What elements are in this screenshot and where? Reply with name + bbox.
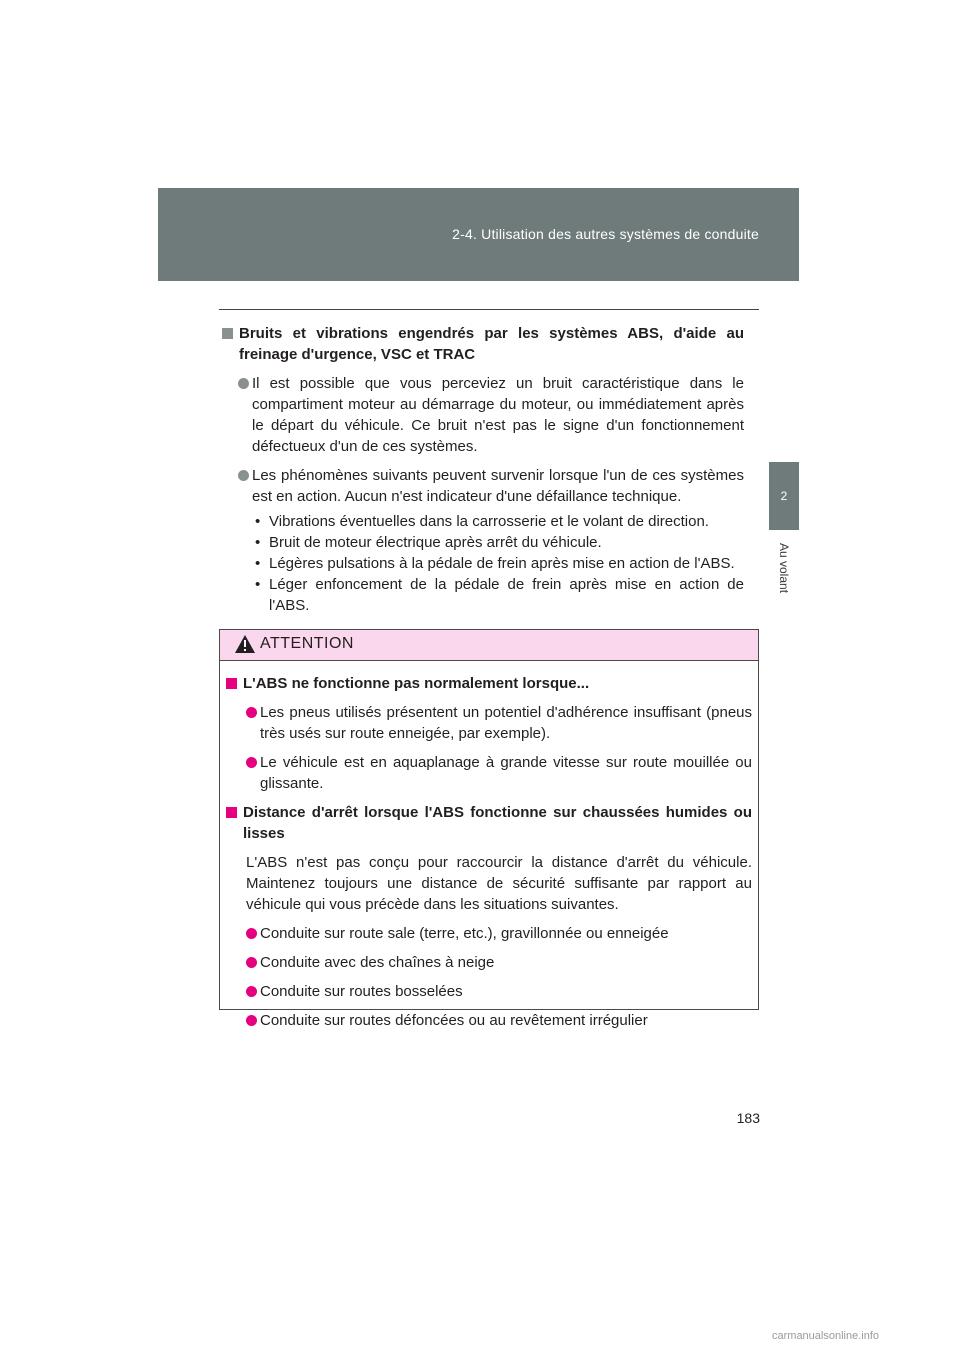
section-heading-text: Bruits et vibrations engendrés par les systèmes ABS, d'aide au freinage d'urgence, VSC et TRAC xyxy=(239,325,744,363)
sub-list-item-text: Vibrations éventuelles dans la carrosserie et le volant de direction. xyxy=(269,513,709,530)
list-item xyxy=(226,981,752,1002)
dot-marker-icon: • xyxy=(255,555,261,572)
list-item-text: Conduite sur routes défoncées ou au revêtement irrégulier xyxy=(260,1012,648,1029)
list-item xyxy=(226,702,752,744)
warning-triangle-icon xyxy=(234,634,256,654)
round-bullet-icon xyxy=(246,928,257,939)
sub-list-item-text: Bruit de moteur électrique après arrêt du véhicule. xyxy=(269,534,602,551)
warning-heading xyxy=(226,802,752,844)
list-item xyxy=(226,952,752,973)
section-heading xyxy=(222,323,744,365)
chapter-title: 2-4. Utilisation des autres systèmes de conduite xyxy=(452,226,759,242)
dot-marker-icon: • xyxy=(255,513,261,530)
list-item-text: Conduite avec des chaînes à neige xyxy=(260,954,495,971)
list-item-text: Les phénomènes suivants peuvent survenir lorsque l'un de ces systèmes est en action. Aucun n'est indicateur d'une défaillance technique. xyxy=(252,467,744,505)
chapter-header-band xyxy=(158,188,799,281)
chapter-side-label: Au volant xyxy=(777,542,791,594)
dot-marker-icon: • xyxy=(255,534,261,551)
sub-list-item xyxy=(252,532,744,553)
list-item-text: Conduite sur routes bosselées xyxy=(260,983,463,1000)
watermark: carmanualsonline.info xyxy=(772,1330,880,1342)
round-bullet-icon xyxy=(238,470,249,481)
warning-paragraph: L'ABS n'est pas conçu pour raccourcir la distance d'arrêt du véhicule. Maintenez toujours une distance de sécurité suffisante par rapport au véhicule qui vous précède dans les situations suivantes. xyxy=(246,854,752,913)
chapter-tab xyxy=(769,462,799,530)
chapter-tab-number: 2 xyxy=(780,489,788,503)
list-item xyxy=(222,465,744,507)
warning-title: ATTENTION xyxy=(260,635,354,652)
round-bullet-icon xyxy=(246,986,257,997)
sub-list-item xyxy=(252,511,744,532)
list-item-text: Le véhicule est en aquaplanage à grande vitesse sur route mouillée ou glissante. xyxy=(260,754,752,792)
square-bullet-icon xyxy=(222,328,233,339)
warning-heading xyxy=(226,673,752,694)
list-item xyxy=(226,923,752,944)
sub-list-item xyxy=(252,553,744,574)
square-bullet-icon xyxy=(226,678,237,689)
warning-box xyxy=(219,629,759,1029)
sub-list-item xyxy=(252,574,744,616)
section-content xyxy=(222,323,744,616)
round-bullet-icon xyxy=(246,757,257,768)
round-bullet-icon xyxy=(246,1015,257,1026)
square-bullet-icon xyxy=(226,807,237,818)
list-item-text: Conduite sur route sale (terre, etc.), gravillonnée ou enneigée xyxy=(260,925,669,942)
page-number: 183 xyxy=(736,1110,760,1126)
list-item xyxy=(226,1010,752,1031)
round-bullet-icon xyxy=(246,957,257,968)
list-item xyxy=(222,373,744,457)
dot-marker-icon: • xyxy=(255,576,261,593)
warning-heading-text: Distance d'arrêt lorsque l'ABS fonctionne sur chaussées humides ou lisses xyxy=(243,804,752,842)
section-divider xyxy=(219,309,759,310)
list-item-text: Les pneus utilisés présentent un potentiel d'adhérence insuffisant (pneus très usés sur route enneigée, par exemple). xyxy=(260,704,752,742)
warning-heading-text: L'ABS ne fonctionne pas normalement lorsque... xyxy=(243,675,590,692)
sub-list-item-text: Légères pulsations à la pédale de frein après mise en action de l'ABS. xyxy=(269,555,735,572)
warning-header xyxy=(220,630,758,661)
round-bullet-icon xyxy=(246,707,257,718)
round-bullet-icon xyxy=(238,378,249,389)
warning-body xyxy=(220,661,758,1031)
symptom-list xyxy=(222,511,744,616)
list-item-text: Il est possible que vous perceviez un bruit caractéristique dans le compartiment moteur au démarrage du moteur, ou immédiatement après le départ du véhicule. Ce bruit n'est pas le signe d'un fonctionnement défectueux d'un de ces systèmes. xyxy=(252,375,744,455)
sub-list-item-text: Léger enfoncement de la pédale de frein après mise en action de l'ABS. xyxy=(269,576,744,614)
list-item xyxy=(226,752,752,794)
